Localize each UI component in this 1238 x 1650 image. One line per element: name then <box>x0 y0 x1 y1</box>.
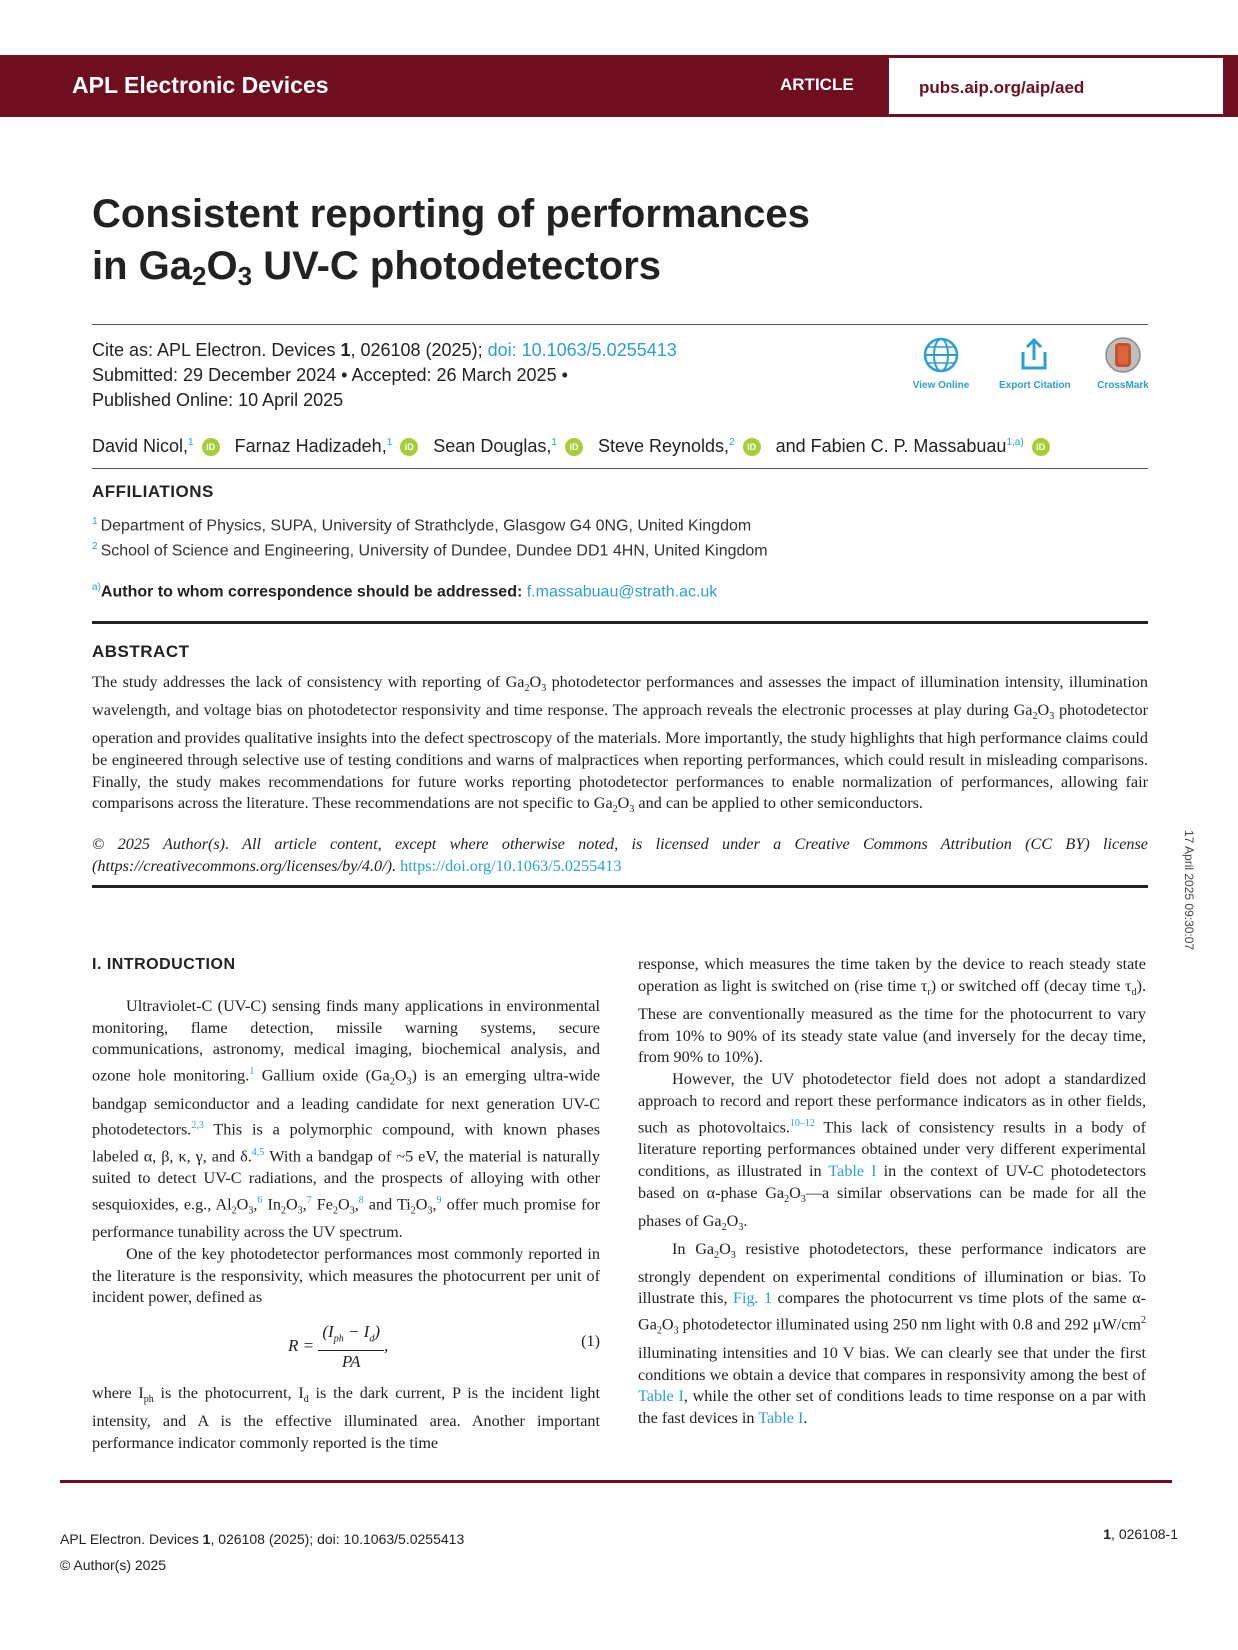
paragraph: Ultraviolet-C (UV-C) sensing finds many applications in environmental monitoring, flame detection, missile warning systems, secure communications, astronomy, medical imaging, biochemical analysis, and ozone hole monitoring.$^1$ Gallium oxide $(Ga_2O_3)$ is an emerging ultra-wide bandgap semiconductor and a leading candidate for next generation UV-C photodetectors.$^{2,3}$ This is a polymorphic compound, with known phases labeled α, β, κ, γ, and δ.$^{4,5}$ With a bandgap of ~5 eV, the material is naturally suited to detect UV-C radiations, and the prospects of alloying with other sesquioxides, e.g., $Al_2O_3,^6$ $In_2O_3,^7$ $Fe_2O_3,^8$ and $Ti_2O_3,^9$ offer much promise for performance tunability across the UV spectrum. <box>92 996 601 1241</box>
title-line-1: Consistent reporting of performances <box>92 192 810 236</box>
journal-header <box>0 55 1238 117</box>
publication-date: Published Online: 10 April 2025 <box>92 390 344 410</box>
paragraph: response, which measures the time taken by the device to reach steady state operation as light is switched on (rise time $\tau_r$) or switched off (decay time $\tau_d$). These are conventionally measured as the time for the photocurrent to vary from 10% to 90% of its steady state value (and inversely for the decay time, from 90% to 10%). <box>638 955 1146 1067</box>
footer-copyright: © Author(s) 2025 <box>60 1557 167 1573</box>
orcid-icon[interactable]: iD <box>1032 438 1050 456</box>
affiliations-heading: AFFILIATIONS <box>92 482 214 501</box>
equation-1: R = $\frac{(I_{ph} - I_d)}{PA}$ , (1) <box>288 1322 600 1372</box>
affiliation-1: $^1$ Department of Physics, SUPA, University of Strathclyde, Glasgow G4 0NG, United Kingdom <box>92 516 752 535</box>
divider <box>92 885 1148 888</box>
author[interactable]: Steve Reynolds,$^2$ iD <box>598 436 761 457</box>
author[interactable]: David Nicol,$^1$ iD <box>92 436 220 457</box>
author-list <box>92 436 1060 457</box>
figure-link[interactable]: Fig. 1 <box>732 1289 773 1308</box>
paragraph: In $Ga_2O_3$ resistive photodetectors, these performance indicators are strongly dependent on experimental conditions of illumination or bias. To illustrate this, Fig. 1 compares the photocurrent vs time plots of the same $\alpha-Ga_2O_3$ photodetector illuminated using 250 nm light with 0.8 and 292 $\mu W/cm^2$ illuminating intensities and 10 V bias. We can clearly see that under the first conditions we obtain a device that compares in responsivity among the best of Table I, while the other set of conditions leads to time response on a par with the fast devices in Table I. <box>638 1239 1147 1428</box>
affiliation-2: $^2$ School of Science and Engineering, University of Dundee, Dundee DD1 4HN, United Kingdom <box>92 541 768 560</box>
article-doi-link[interactable]: https://doi.org/10.1063/5.0255413 <box>400 856 622 875</box>
globe-icon <box>922 336 960 374</box>
paragraph: However, the UV photodetector field does not adopt a standardized approach to record and report these performance indicators as in other fields, such as photovoltaics.$^{10-12}$ This lack of consistency results in a body of literature reporting performances obtained under very different experimental conditions, as illustrated in Table I in the context of UV-C photodetectors based on α-phase $Ga_2O_3—a$ similar observations can be made for all the phases of $Ga_2O_3$. <box>638 1070 1147 1233</box>
article-type-tag: ARTICLE <box>780 75 854 94</box>
author[interactable]: Sean Douglas,$^1$ iD <box>433 436 583 457</box>
journal-url[interactable]: pubs.aip.org/aip/aed <box>919 78 1085 97</box>
orcid-icon[interactable]: iD <box>202 438 220 456</box>
download-timestamp: 17 April 2025 09:30:07 <box>1182 830 1196 951</box>
page-number: 1, 026108-1 <box>1103 1526 1178 1542</box>
export-citation-button[interactable]: Export Citation <box>999 336 1069 391</box>
table-link[interactable]: Table I <box>638 1387 684 1406</box>
paragraph: One of the key photodetector performances most commonly reported in the literature is the responsivity, which measures the photocurrent per unit of incident power, defined as <box>92 1244 600 1307</box>
crossmark-button[interactable]: CrossMark <box>1088 336 1158 391</box>
article-title <box>92 188 912 292</box>
export-icon <box>1015 336 1053 374</box>
footer-citation: APL Electron. Devices 1, 026108 (2025); doi: 10.1063/5.0255413 © Author(s) 2025 <box>60 1526 464 1578</box>
divider <box>92 468 1148 469</box>
crossmark-icon <box>1104 336 1142 374</box>
author[interactable]: and Fabien C. P. Massabuau$^{1,a)}$ iD <box>776 436 1050 457</box>
equation-number: (1) <box>581 1332 600 1351</box>
title-line-2: in $Ga_2O_3$ UV-C photodetectors <box>92 244 661 291</box>
citation-info: Cite as: APL Electron. Devices 1, 026108 (2025); doi: 10.1063/5.0255413 Submitted: 29 December 2024 • Accepted: 26 March 2025 • Published Online: 10 April 2025 <box>92 338 677 413</box>
orcid-icon[interactable]: iD <box>400 438 418 456</box>
corresponding-author: $^{a)}$Author to whom correspondence should be addressed: f.massabuau@strath.ac.uk <box>92 582 718 601</box>
table-link[interactable]: Table I <box>758 1409 804 1428</box>
email-link[interactable]: f.massabuau@strath.ac.uk <box>526 583 718 601</box>
journal-url-box[interactable] <box>886 55 1226 117</box>
abstract-heading: ABSTRACT <box>92 642 190 661</box>
footer-rule <box>60 1480 1172 1483</box>
table-link[interactable]: Table I <box>828 1161 877 1180</box>
journal-name: APL Electronic Devices <box>72 72 329 98</box>
divider <box>92 621 1148 624</box>
abstract-text: The study addresses the lack of consistency with reporting of $Ga_2O_3$ photodetector performances and assesses the impact of illumination intensity, illumination wavelength, and voltage bias on photodetector responsivity and time response. The approach reveals the electronic processes at play during $Ga_2O_3$ photodetector operation and provides qualitative insights into the defect spectroscopy of the materials. More importantly, the study highlights that high performance claims could be engineered through selective use of testing conditions and warns of malpractices when reporting performances, which could result in misleading comparisons. Finally, the study makes recommendations for future works reporting photodetector performances to enable normalization of performances, allowing fair comparisons across the literature. These recommendations are not specific to $Ga_2O_3$ and can be applied to other semiconductors. <box>92 673 1149 816</box>
orcid-icon[interactable]: iD <box>743 438 761 456</box>
divider <box>92 324 1148 325</box>
doi-link[interactable]: doi: 10.1063/5.0255413 <box>487 340 677 360</box>
orcid-icon[interactable]: iD <box>565 438 583 456</box>
author[interactable]: Farnaz Hadizadeh,$^1$ iD <box>235 436 419 457</box>
section-heading: I. INTRODUCTION <box>92 956 236 973</box>
submission-dates: Submitted: 29 December 2024 • Accepted: 26 March 2025 • <box>92 365 568 385</box>
view-online-button[interactable]: View Online <box>906 336 976 391</box>
body-column-right <box>638 954 1146 1430</box>
body-column-left <box>92 954 600 1455</box>
paragraph: where $I_{ph}$ is the photocurrent, $I_d$ is the dark current, P is the incident light intensity, and A is the effective illuminated area. Another important performance indicator commonly reported is the time <box>92 1384 601 1453</box>
license-statement: © 2025 Author(s). All article content, except where otherwise noted, is licensed under a Creative Commons Attribution (CC BY) license (https://creativecommons.org/licenses/by/4.0/). https://doi.org/10.1063/5.0255413 <box>92 835 1148 875</box>
